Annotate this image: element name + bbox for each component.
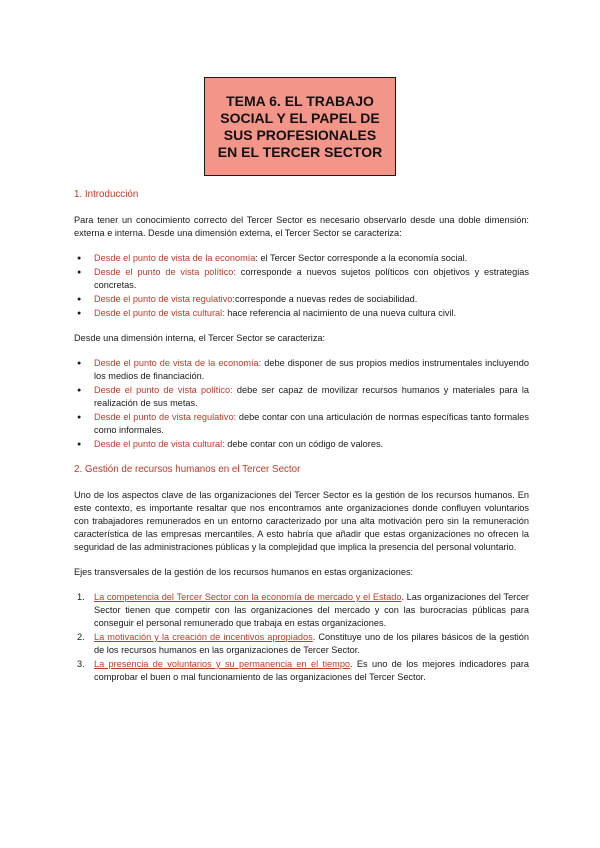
list-item bbox=[77, 591, 529, 630]
item-number: 2. bbox=[77, 632, 85, 642]
item-label: La presencia de voluntarios y su permanencia en el tiempo bbox=[94, 659, 351, 669]
item-text: . Es uno de los mejores indicadores para comprobar el buen o mal funcionamiento de las organizaciones del Tercer Sector. bbox=[94, 659, 529, 682]
list-item bbox=[94, 293, 529, 306]
item-label: Desde el punto de vista de la economía bbox=[94, 253, 256, 263]
item-number: 1. bbox=[77, 592, 85, 602]
item-text: debe ser capaz de movilizar recursos humanos y materiales para la realización de sus metas. bbox=[94, 385, 529, 408]
list-item bbox=[94, 438, 529, 451]
document-body bbox=[74, 178, 529, 696]
list-item bbox=[77, 631, 529, 657]
hr-paragraph: Uno de los aspectos clave de las organizaciones del Tercer Sector es la gestión de los recursos humanos. En este contexto, es importante resaltar que nos encontramos ante organizaciones donde confluyen voluntarios con trabajadores remunerados en un entorno caracterizado por una alta motivación pero sin la remuneración característica de las empresas mercantiles. A esto habría que añadir que estas organizaciones no ofrecen la seguridad de las administraciones públicas y la complejidad que implica la presencia del personal voluntario. bbox=[74, 490, 529, 552]
item-text: . Las organizaciones del Tercer Sector tienen que competir con las organizaciones del mercado y con las burocracias públicas para conseguir el personal remunerado que trabaja en estas organizaciones. bbox=[94, 592, 529, 628]
list-item bbox=[94, 384, 529, 410]
item-text: debe disponer de sus propios medios instrumentales incluyendo los medios de financiación. bbox=[94, 358, 529, 381]
item-label: Desde el punto de vista de la economía: bbox=[94, 358, 262, 368]
title-line: SOCIAL Y EL PAPEL DE bbox=[220, 109, 380, 126]
internal-dimension-list bbox=[74, 357, 529, 451]
axes-list bbox=[74, 591, 529, 684]
item-label: Desde el punto de vista cultural: bbox=[94, 308, 225, 318]
list-item bbox=[94, 357, 529, 383]
intro-paragraph: Para tener un conocimiento correcto del Tercer Sector es necesario observarlo desde una doble dimensión: externa e interna. Desde una dimensión externa, el Tercer Sector se caracteriza: bbox=[74, 215, 529, 238]
item-text: debe contar con una articulación de normas específicas tanto formales como informales. bbox=[94, 412, 529, 435]
title-line: TEMA 6. EL TRABAJO bbox=[226, 92, 374, 109]
title-box bbox=[204, 77, 396, 176]
item-text: :corresponde a nuevas redes de sociabilidad. bbox=[232, 294, 418, 304]
item-text: hace referencia al nacimiento de una nueva cultura civil. bbox=[224, 308, 457, 318]
item-label: Desde el punto de vista regulativo: bbox=[94, 412, 237, 422]
item-label: Desde el punto de vista cultural: bbox=[94, 439, 225, 449]
section-heading-recursos-humanos: 2. Gestión de recursos humanos en el Tercer Sector bbox=[74, 464, 301, 475]
title-line: EN EL TERCER SECTOR bbox=[217, 143, 383, 160]
item-label: La competencia del Tercer Sector con la economía de mercado y el Estado bbox=[94, 592, 402, 602]
item-text: debe contar con un código de valores. bbox=[224, 439, 384, 449]
item-text: corresponde a nuevos sujetos políticos con objetivos y estrategias concretas. bbox=[94, 267, 529, 290]
item-label: Desde el punto de vista político: bbox=[94, 267, 236, 277]
item-text: . Constituye uno de los pilares básicos de la gestión de los recursos humanos en las organizaciones de Tercer Sector. bbox=[94, 632, 529, 655]
item-label: La motivación y la creación de incentivos apropiados bbox=[94, 632, 313, 642]
internal-intro-paragraph: Desde una dimensión interna, el Tercer Sector se caracteriza: bbox=[74, 333, 326, 343]
list-item bbox=[94, 307, 529, 320]
item-number: 3. bbox=[77, 659, 85, 669]
section-heading-introduccion: 1. Introducción bbox=[74, 189, 139, 200]
axes-intro-paragraph: Ejes transversales de la gestión de los recursos humanos en estas organizaciones: bbox=[74, 567, 414, 577]
item-text: : el Tercer Sector corresponde a la economía social. bbox=[255, 253, 468, 263]
title-line: SUS PROFESIONALES bbox=[223, 126, 377, 143]
list-item bbox=[94, 252, 529, 265]
item-label: Desde el punto de vista regulativo bbox=[94, 294, 233, 304]
list-item bbox=[94, 266, 529, 292]
list-item bbox=[77, 658, 529, 684]
list-item bbox=[94, 411, 529, 437]
item-label: Desde el punto de vista político: bbox=[94, 385, 233, 395]
external-dimension-list bbox=[74, 252, 529, 320]
